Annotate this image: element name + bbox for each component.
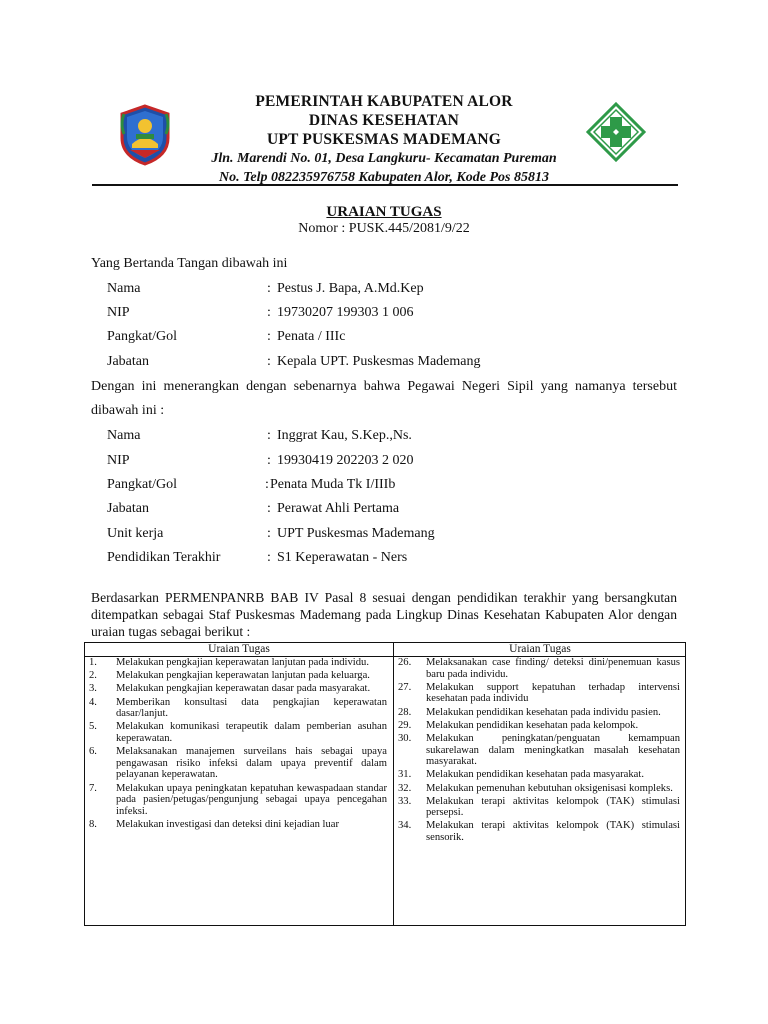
duty-item bbox=[394, 733, 686, 769]
duty-item bbox=[85, 721, 393, 746]
employee-row-education bbox=[107, 550, 687, 570]
employee-row-name bbox=[107, 428, 687, 448]
field-value: 19730207 199303 1 006 bbox=[277, 305, 414, 320]
duty-item bbox=[394, 720, 686, 733]
kabupaten-alor-emblem-icon bbox=[118, 104, 172, 166]
field-label: Nama bbox=[107, 428, 141, 443]
duty-number: 6. bbox=[89, 746, 97, 758]
duty-text: Melakukan investigasi dan deteksi dini kejadian luar bbox=[116, 818, 339, 830]
duty-text: Melakukan pendidikan kesehatan pada individu pasien. bbox=[426, 706, 661, 718]
letterhead-address2: No. Telp 082235976758 Kabupaten Alor, Kode Pos 85813 bbox=[219, 170, 549, 185]
duty-number: 33. bbox=[398, 795, 412, 807]
duty-number: 31. bbox=[398, 769, 412, 781]
duty-item bbox=[85, 670, 393, 683]
field-colon: : bbox=[267, 550, 271, 565]
duty-item bbox=[85, 657, 393, 670]
field-value: Penata Muda Tk I/IIIb bbox=[270, 477, 396, 492]
duty-text: Melakukan pengkajian keperawatan lanjutan pada individu. bbox=[116, 657, 369, 668]
field-label: Unit kerja bbox=[107, 526, 164, 541]
duty-item bbox=[394, 769, 686, 782]
field-value: Pestus J. Bapa, A.Md.Kep bbox=[277, 281, 424, 296]
duty-text: Melakukan upaya peningkatan kepatuhan kewaspadaan standar pada pasien/petugas/pengunjung sebagai upaya pencegahan infeksi. bbox=[116, 782, 387, 817]
puskesmas-cross-emblem-icon bbox=[586, 102, 646, 162]
field-colon: : bbox=[267, 453, 271, 468]
duty-number: 3. bbox=[89, 683, 97, 695]
signer-row-position bbox=[107, 354, 687, 374]
duty-item bbox=[85, 783, 393, 819]
duty-text: Memberikan konsultasi data pengkajian keperawatan dasar/lanjut. bbox=[116, 696, 387, 720]
basis-line3: uraian tugas sebagai berikut : bbox=[91, 624, 251, 639]
employee-row-nip bbox=[107, 453, 687, 473]
duty-item bbox=[394, 783, 686, 796]
field-colon: : bbox=[267, 329, 271, 344]
duty-text: Melaksanakan case finding/ deteksi dini/penemuan kasus baru pada individu. bbox=[426, 657, 680, 680]
duty-number: 1. bbox=[89, 657, 97, 668]
duty-number: 2. bbox=[89, 670, 97, 682]
duty-item bbox=[85, 746, 393, 782]
field-value: Inggrat Kau, S.Kep.,Ns. bbox=[277, 428, 412, 443]
field-label: Pendidikan Terakhir bbox=[107, 550, 221, 565]
basis-line1: Berdasarkan PERMENPANRB BAB IV Pasal 8 sesuai dengan pendidikan terakhir yang bersangkutan bbox=[91, 590, 677, 605]
table-header-left: Uraian Tugas bbox=[208, 643, 270, 655]
duty-item bbox=[394, 820, 686, 845]
duty-text: Melakukan komunikasi terapeutik dalam pemberian asuhan keperawatan. bbox=[116, 721, 387, 744]
signer-row-nip bbox=[107, 305, 687, 325]
duty-number: 27. bbox=[398, 681, 412, 693]
duties-column-right bbox=[394, 657, 686, 845]
field-label: NIP bbox=[107, 305, 130, 320]
duty-text: Melakukan pendidikan kesehatan pada masyarakat. bbox=[426, 769, 644, 781]
duty-number: 7. bbox=[89, 782, 97, 794]
field-value: S1 Keperawatan - Ners bbox=[277, 550, 408, 565]
employee-row-rank bbox=[107, 477, 687, 497]
duty-number: 34. bbox=[398, 820, 412, 832]
employee-row-position bbox=[107, 501, 687, 521]
duty-text: Melakukan pengkajian keperawatan lanjutan pada keluarga. bbox=[116, 670, 370, 682]
duty-item bbox=[394, 796, 686, 821]
letterhead-divider bbox=[92, 184, 678, 186]
field-colon: : bbox=[265, 477, 269, 492]
duty-text: Melakukan peningkatan/penguatan kemampuan sukarelawan dalam meningkatkan masalah kesehatan masyarakat. bbox=[426, 732, 680, 768]
field-value: Kepala UPT. Puskesmas Mademang bbox=[277, 354, 481, 369]
letterhead bbox=[180, 92, 588, 187]
signer-row-rank bbox=[107, 329, 687, 349]
duty-item bbox=[85, 683, 393, 696]
duty-text: Melakukan terapi aktivitas kelompok (TAK) stimulasi persepsi. bbox=[426, 795, 680, 819]
duty-number: 8. bbox=[89, 818, 97, 830]
field-colon: : bbox=[267, 526, 271, 541]
field-colon: : bbox=[267, 354, 271, 369]
field-colon: : bbox=[267, 501, 271, 516]
statement-line1: Dengan ini menerangkan dengan sebenarnya bahwa Pegawai Negeri Sipil yang namanya tersebut bbox=[91, 379, 677, 394]
field-colon: : bbox=[267, 305, 271, 320]
intro-text: Yang Bertanda Tangan dibawah ini bbox=[91, 256, 288, 271]
duty-number: 4. bbox=[89, 696, 97, 708]
signer-row-name bbox=[107, 281, 687, 301]
duty-text: Melaksanakan manajemen surveilans hais sebagai upaya pengawasan risiko infeksi dalam upaya preventif dalam pelayanan keperawatan. bbox=[116, 746, 387, 781]
duty-text: Melakukan pendidikan kesehatan pada kelompok. bbox=[426, 719, 639, 731]
employee-row-unit bbox=[107, 526, 687, 546]
field-colon: : bbox=[267, 428, 271, 443]
field-value: UPT Puskesmas Mademang bbox=[277, 526, 435, 541]
document-number: Nomor : PUSK.445/2081/9/22 bbox=[298, 221, 470, 236]
duty-text: Melakukan pengkajian keperawatan dasar pada masyarakat. bbox=[116, 683, 371, 695]
duty-number: 28. bbox=[398, 706, 412, 718]
field-label: NIP bbox=[107, 453, 130, 468]
duty-text: Melakukan support kepatuhan terhadap intervensi kesehatan pada individu bbox=[426, 681, 680, 705]
duty-item bbox=[394, 657, 686, 682]
duty-number: 30. bbox=[398, 732, 412, 744]
field-value: Penata / IIIc bbox=[277, 329, 346, 344]
document-title: URAIAN TUGAS bbox=[326, 204, 442, 220]
duty-text: Melakukan terapi aktivitas kelompok (TAK) stimulasi sensorik. bbox=[426, 820, 680, 844]
field-label: Pangkat/Gol bbox=[107, 329, 177, 344]
letterhead-line1: PEMERINTAH KABUPATEN ALOR bbox=[255, 93, 513, 110]
duty-item bbox=[394, 682, 686, 707]
field-value: Perawat Ahli Pertama bbox=[277, 501, 400, 516]
duty-number: 32. bbox=[398, 782, 412, 794]
duty-text: Melakukan pemenuhan kebutuhan oksigenisasi kompleks. bbox=[426, 782, 673, 794]
letterhead-line2: DINAS KESEHATAN bbox=[308, 112, 460, 129]
duty-item bbox=[394, 707, 686, 720]
field-label: Nama bbox=[107, 281, 141, 296]
letterhead-address1: Jln. Marendi No. 01, Desa Langkuru- Kecamatan Pureman bbox=[211, 151, 557, 166]
duty-item bbox=[85, 819, 393, 832]
field-colon: : bbox=[267, 281, 271, 296]
field-label: Jabatan bbox=[107, 354, 149, 369]
letterhead-line3: UPT PUSKESMAS MADEMANG bbox=[266, 131, 502, 148]
duties-column-left bbox=[85, 657, 393, 832]
field-label: Pangkat/Gol bbox=[107, 477, 177, 492]
duty-number: 26. bbox=[398, 657, 412, 668]
field-value: 19930419 202203 2 020 bbox=[277, 453, 414, 468]
field-label: Jabatan bbox=[107, 501, 149, 516]
basis-line2: ditempatkan sebagai Staf Puskesmas Mademang pada Lingkup Dinas Kesehatan Kabupaten Alor dengan bbox=[91, 607, 677, 622]
duty-item bbox=[85, 697, 393, 722]
duties-table bbox=[84, 642, 686, 926]
duty-number: 5. bbox=[89, 721, 97, 733]
table-header-right: Uraian Tugas bbox=[509, 643, 571, 655]
statement-line2: dibawah ini : bbox=[91, 403, 165, 418]
duty-number: 29. bbox=[398, 719, 412, 731]
